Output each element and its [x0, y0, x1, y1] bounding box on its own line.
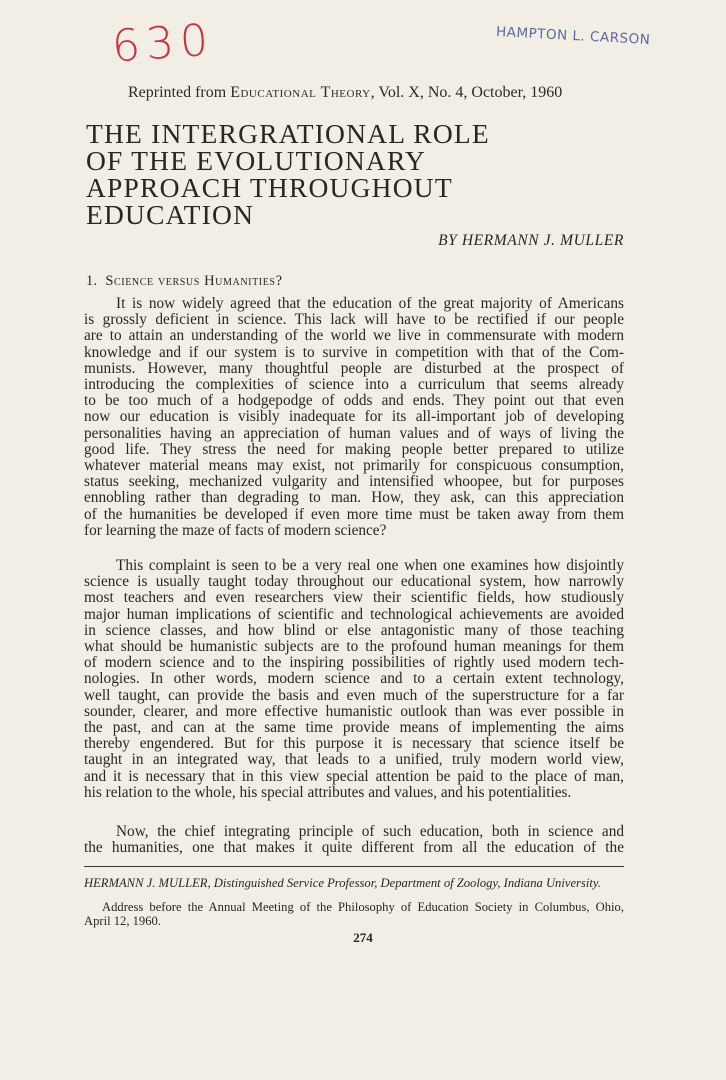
title-line: OF THE EVOLUTIONARY [86, 145, 427, 176]
text-line: introducing the complexities of science into a curriculum that seems already [84, 376, 624, 394]
page-number: 274 [353, 930, 373, 945]
reprint-prefix: Reprinted from [128, 84, 231, 101]
byline: BY HERMANN J. MULLER [438, 232, 624, 249]
footnote-divider [84, 866, 624, 867]
title-line: THE INTERGRATIONAL ROLE [86, 118, 490, 149]
footnote-line: Address before the Annual Meeting of the Philosophy of Education Society in Columbus, Ohio, [102, 900, 624, 914]
text-line: in science classes, and how blind or else antagonistic many of those teaching [84, 621, 624, 639]
text-line: personalities having an appreciation of human values and of ways of living the [84, 424, 624, 442]
author-affiliation-footnote: HERMANN J. MULLER, Distinguished Service Professor, Department of Zoology, Indiana University. [84, 876, 601, 890]
text-line: and it is necessary that in this view special attention be paid to the place of man, [84, 767, 624, 785]
text-line: This complaint is seen to be a very real one when one examines how disjointly [116, 557, 624, 574]
journal-name: Educational Theory [230, 84, 371, 101]
text-line: major human implications of scientific and technological achievements are avoided [84, 605, 624, 623]
text-line: what should be humanistic subjects are to the profound human meanings for them [84, 638, 624, 656]
reprint-notice [128, 84, 562, 102]
text-line: It is now widely agreed that the education of the great majority of Americans [116, 295, 624, 312]
text-line: thereby engendered. But for this purpose it is necessary that science itself be [84, 735, 624, 753]
section-title: Science versus Humanities? [105, 273, 283, 289]
text-line: to be too much of a hodgepodge of odds and ends. They point out that even [84, 392, 624, 410]
title-line: APPROACH THROUGHOUT [86, 172, 453, 203]
text-line: for learning the maze of facts of modern science? [84, 521, 387, 539]
text-line: taught in an integrated way, that leads to a unified, truly modern world view, [84, 751, 624, 769]
text-line: of modern science and to the inspiring possibilities of rightly used modern tech- [84, 654, 624, 672]
footnote-line: April 12, 1960. [84, 914, 161, 928]
text-line: most teachers and even researchers view their scientific fields, how studiously [84, 589, 624, 607]
text-line: science is usually taught today throughout our educational system, how narrowly [84, 573, 624, 591]
text-line: the past, and can at the same time provide means of implementing the aims [84, 719, 624, 737]
text-line: munists. However, many thoughtful people are disturbed at the prospect of [84, 359, 624, 377]
section-number: 1. [86, 273, 98, 289]
address-footnote [84, 900, 624, 928]
text-line: the humanities, one that makes it quite different from all the education of the [84, 839, 624, 857]
text-line: good life. They stress the need for making people better prepared to utilize [84, 440, 624, 458]
title-line: EDUCATION [86, 199, 255, 230]
text-line: Now, the chief integrating principle of such education, both in science and [116, 823, 624, 840]
text-line: his relation to the whole, his special attributes and values, and his potentialities. [84, 783, 572, 801]
article-title [86, 120, 626, 228]
text-line: are to attain an understanding of the world we live in commensurate with modern [84, 327, 624, 345]
owner-stamp: HAMPTON L. CARSON [495, 23, 651, 49]
text-line: now our education is visibly inadequate for its all-important job of developing [84, 408, 624, 426]
body-paragraph [84, 558, 624, 801]
reprint-suffix: , Vol. X, No. 4, October, 1960 [370, 84, 563, 101]
body-paragraph [84, 296, 624, 539]
text-line: ennobling rather than degrading to man. How, they ask, can this appreciation [84, 489, 624, 507]
section-heading [86, 273, 283, 290]
body-paragraph [84, 824, 624, 856]
text-line: knowledge and if our system is to survive in competition with that of the Com- [84, 343, 624, 361]
text-line: of the humanities be developed if even more time must be taken away from them [84, 505, 624, 523]
text-line: whatever material means may exist, not primarily for conspicuous consumption, [84, 457, 624, 475]
text-line: nologies. In other words, modern science and to a certain extent technology, [84, 670, 624, 688]
handwritten-number: 630 [110, 14, 216, 73]
text-line: is grossly deficient in science. This lack will have to be rectified if our people [84, 311, 624, 329]
text-line: well taught, can provide the basis and even much of the superstructure for a far [84, 686, 624, 704]
text-line: sounder, clearer, and more effective humanistic outlook than was ever possible in [84, 702, 624, 720]
text-line: status seeking, mechanized vulgarity and intensified whoopee, but for purposes [84, 473, 624, 491]
